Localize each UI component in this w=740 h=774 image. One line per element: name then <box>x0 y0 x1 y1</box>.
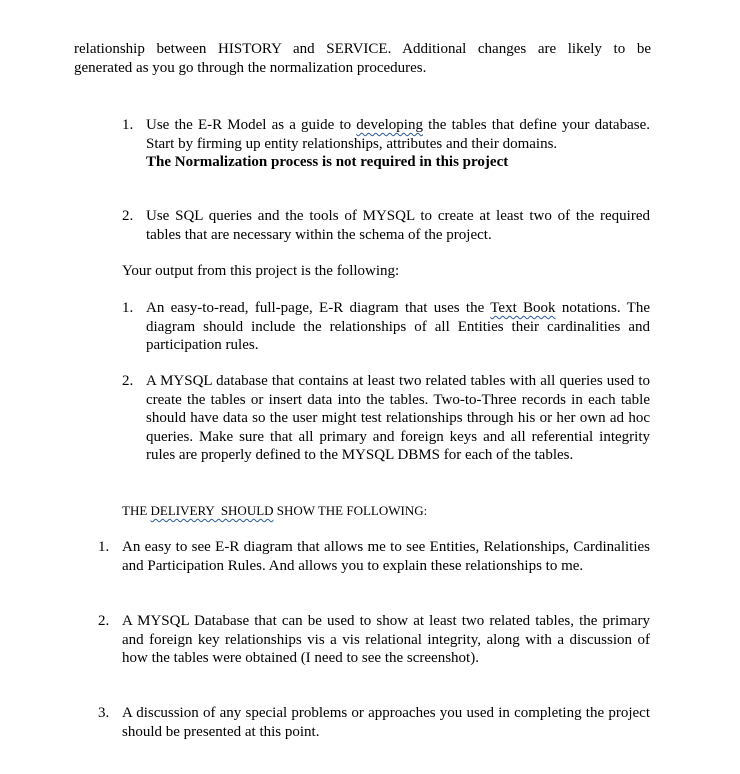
intro-line-2: generated as you go through the normalization procedures. <box>74 59 427 76</box>
step-2-number: 2. <box>122 208 134 224</box>
output-2-number: 2. <box>122 373 134 389</box>
step-2-text: Use SQL queries and the tools of MYSQL to create at least two of the required tables that are necessary within the schema of the project. <box>146 208 650 243</box>
developing-spellcheck-word: developing <box>356 117 423 133</box>
output-1-text <box>146 299 650 355</box>
delivery-heading-post: SHOW THE FOLLOWING: <box>273 503 428 518</box>
deliverable-2-text: A MYSQL Database that can be used to show at least two related tables, the primary and foreign key relationships vis a vis relational integrity, along with a discussion of how the tables were obtained (I need to see the screenshot). <box>122 613 650 666</box>
step-1-text-b: the tables that define your database. Start by firming up entity relationships, attributes and their domains. <box>146 117 650 152</box>
output-2-text: A MYSQL database that contains at least two related tables with all queries used to create the tables or insert data into the tables. Two-to-Three records in each table should have data so the user might test relationships through his or her own ad hoc queries. Make sure that all primary and foreign keys and all referential integrity rules are properly defined to the MYSQL DBMS for each of the tables. <box>146 373 650 463</box>
deliverable-3-text: A discussion of any special problems or approaches you used in completing the project should be presented at this point. <box>122 705 650 740</box>
deliverable-1-text: An easy to see E-R diagram that allows me to see Entities, Relationships, Cardinalities and Participation Rules. And allows you to explain these relationships to me. <box>122 539 650 574</box>
deliverable-3-number: 3. <box>98 705 110 721</box>
delivery-heading <box>122 502 650 521</box>
delivery-heading-pre: THE <box>122 503 151 518</box>
intro-paragraph <box>74 40 651 77</box>
output-1-text-b: notations. The diagram should include the relationships of all Entities their cardinalities and participation rules. <box>146 300 650 353</box>
deliverable-1-number: 1. <box>98 539 110 555</box>
output-heading: Your output from this project is the following: <box>122 263 400 279</box>
intro-line-1: relationship between HISTORY and SERVICE. Additional changes are likely to be <box>74 41 651 57</box>
delivery-should-spellcheck: DELIVERY SHOULD <box>150 503 274 518</box>
text-book-spellcheck-word: Text Book <box>490 300 556 316</box>
output-1-number: 1. <box>122 300 134 316</box>
deliverable-2-number: 2. <box>98 613 110 629</box>
step-1-text-a: Use the E-R Model as a guide to <box>146 117 357 133</box>
step-1-number: 1. <box>122 117 134 133</box>
normalization-note: The Normalization process is not required in this project <box>146 154 509 170</box>
step-1-text <box>146 116 650 172</box>
output-1-text-a: An easy-to-read, full-page, E-R diagram that uses the <box>146 300 491 316</box>
